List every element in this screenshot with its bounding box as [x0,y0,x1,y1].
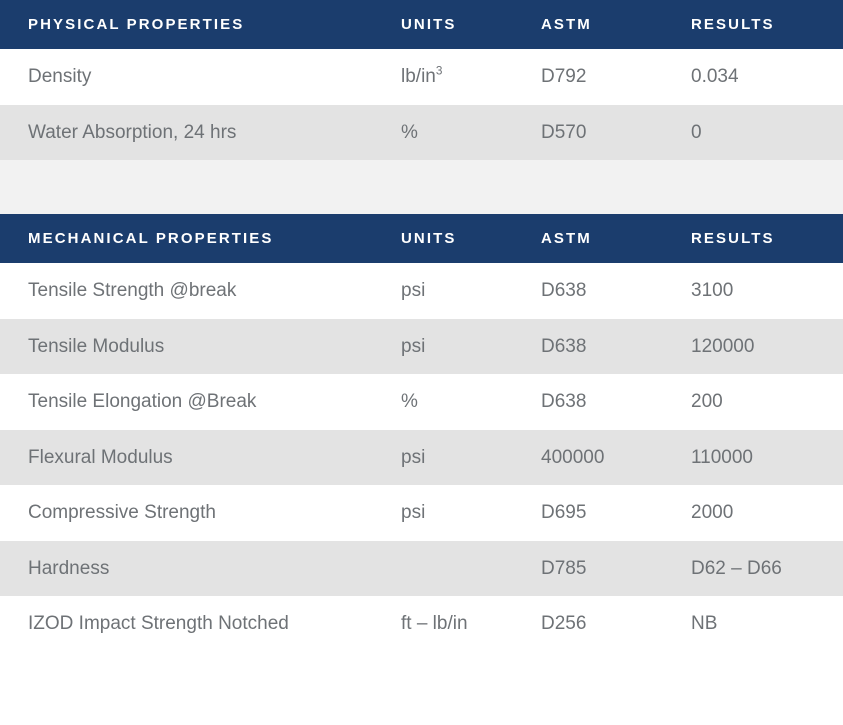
page-bottom-strip [0,652,843,664]
cell-results: 0.034 [685,49,843,105]
column-header-property: MECHANICAL PROPERTIES [28,230,274,248]
cell-units: % [395,374,535,430]
cell-results: 110000 [685,430,843,486]
cell-astm: D638 [535,319,685,375]
column-header-astm: ASTM [541,230,592,248]
mechanical-properties-table-body [0,263,843,652]
cell-property-name: Compressive Strength [0,485,395,541]
physical-properties-table-head [0,0,843,49]
table-row [0,49,843,105]
mechanical-properties-table-head [0,214,843,263]
cell-property-name: Tensile Elongation @Break [0,374,395,430]
cell-property-name: Water Absorption, 24 hrs [0,105,395,161]
cell-astm: D785 [535,541,685,597]
cell-property-name: Flexural Modulus [0,430,395,486]
mechanical-properties-table-wrapper [0,214,843,652]
physical-properties-table [0,0,843,160]
cell-astm: D638 [535,263,685,319]
table-row [0,596,843,652]
cell-results: 3100 [685,263,843,319]
cell-property-name: Tensile Modulus [0,319,395,375]
column-header-results: RESULTS [691,230,775,248]
cell-units [395,105,535,161]
column-header-results: RESULTS [691,16,775,33]
cell-results: 0 [685,105,843,161]
column-header-property: PHYSICAL PROPERTIES [28,16,245,33]
column-header-units: UNITS [401,16,457,33]
table-row [0,319,843,375]
table-row [0,105,843,161]
cell-astm: 400000 [535,430,685,486]
column-header-units: UNITS [401,230,457,248]
cell-units-base: lb/in [401,66,436,87]
table-row [0,374,843,430]
cell-astm: D695 [535,485,685,541]
cell-results: 120000 [685,319,843,375]
cell-results: D62 – D66 [685,541,843,597]
cell-units: psi [395,319,535,375]
cell-astm: D792 [535,49,685,105]
cell-units [395,49,535,105]
cell-property-name: Tensile Strength @break [0,263,395,319]
column-header-astm: ASTM [541,16,592,33]
cell-units: ft – lb/in [395,596,535,652]
physical-properties-table-wrapper [0,0,843,160]
cell-units-exponent: 3 [435,64,443,78]
cell-units: psi [395,263,535,319]
cell-units: psi [395,430,535,486]
table-row [0,263,843,319]
cell-results: NB [685,596,843,652]
cell-property-name: Hardness [0,541,395,597]
cell-astm: D570 [535,105,685,161]
cell-units-base: % [401,121,418,143]
cell-astm: D638 [535,374,685,430]
table-header-row [0,214,843,263]
cell-property-name: Density [0,49,395,105]
table-header-row [0,0,843,49]
table-row [0,430,843,486]
cell-results: 200 [685,374,843,430]
cell-astm: D256 [535,596,685,652]
cell-property-name: IZOD Impact Strength Notched [0,596,395,652]
mechanical-properties-table [0,214,843,652]
cell-units [395,541,535,597]
table-row [0,541,843,597]
table-separator [0,160,843,214]
physical-properties-table-body [0,49,843,160]
table-row [0,485,843,541]
cell-units: psi [395,485,535,541]
cell-results: 2000 [685,485,843,541]
